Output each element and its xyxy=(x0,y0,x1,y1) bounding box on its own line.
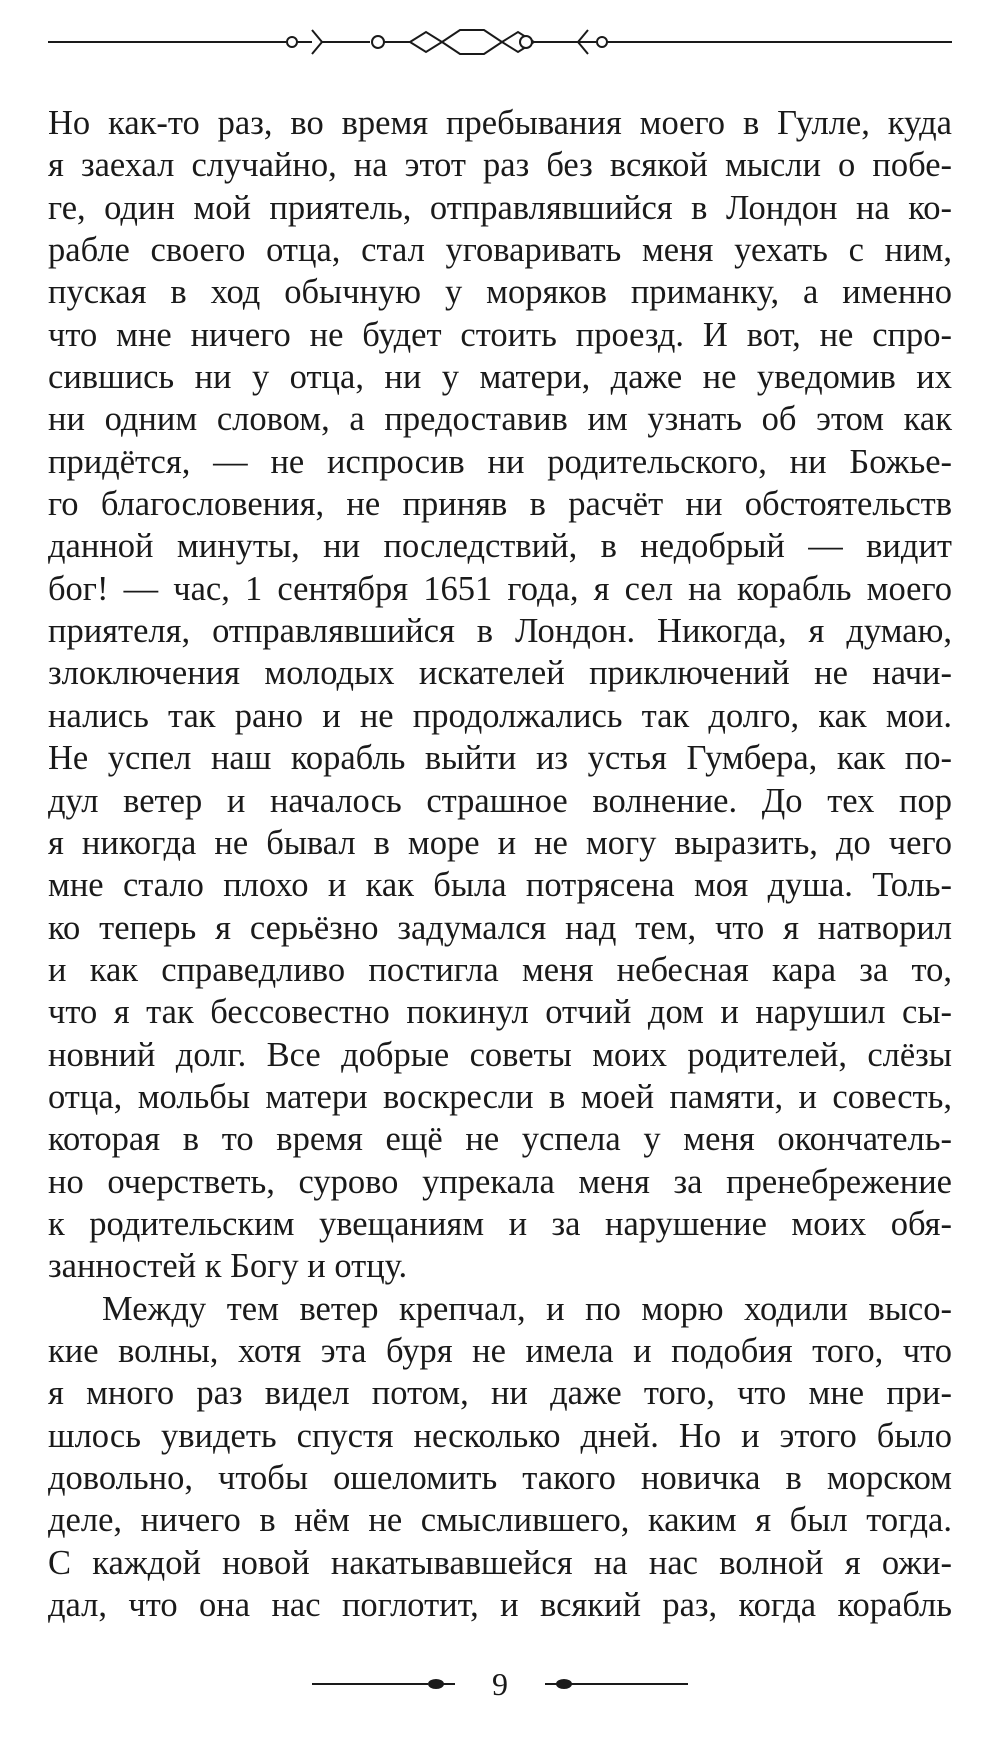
text-line: шлось увидеть спустя несколько дней. Но и этого было xyxy=(48,1416,952,1455)
text-line: нались так рано и не продолжались так долго, как мои. xyxy=(48,696,952,735)
text-line: Не успел наш корабль выйти из устья Гумбера, как по- xyxy=(48,739,952,778)
text-line: я много раз видел потом, ни даже того, что мне при- xyxy=(48,1374,952,1413)
text-line: к родительским увещаниям и за нарушение моих обя- xyxy=(48,1204,952,1243)
text-line: что я так бессовестно покинул отчий дом и нарушил сы- xyxy=(48,993,952,1032)
text-line: ко теперь я серьёзно задумался над тем, что я натворил xyxy=(48,908,952,947)
text-line: мне стало плохо и как была потрясена моя душа. Толь- xyxy=(48,866,952,905)
text-line: я заехал случайно, на этот раз без всякой мысли о побе- xyxy=(48,146,952,185)
text-line: пуская в ход обычную у моряков приманку, а именно xyxy=(48,273,952,312)
text-line: но очерстветь, сурово упрекала меня за пренебрежение xyxy=(48,1162,952,1201)
text-line: Но как-то раз, во время пребывания моего в Гулле, куда xyxy=(48,104,952,142)
page-number: 9 xyxy=(492,1666,508,1702)
text-line: бог! — час, 1 сентября 1651 года, я сел на корабль моего xyxy=(48,569,952,608)
text-line: и как справедливо постигла меня небесная кара за то, xyxy=(48,950,952,989)
text-line: го благословения, не приняв в расчёт ни обстоятельств xyxy=(48,485,952,524)
text-line: дул ветер и началось страшное волнение. До тех пор xyxy=(48,781,952,820)
top-ornament-divider xyxy=(48,22,952,62)
text-line: я никогда не бывал в море и не могу выразить, до чего xyxy=(48,823,952,862)
text-line: дал, что она нас поглотит, и всякий раз, когда корабль xyxy=(48,1586,952,1625)
text-line: что мне ничего не будет стоить проезд. И вот, не спро- xyxy=(48,315,952,354)
text-line: придётся, — не испросив ни родительского, ни Божье- xyxy=(48,442,952,481)
paragraph-2 xyxy=(48,1288,952,1627)
text-line: С каждой новой накатывавшейся на нас волной я ожи- xyxy=(48,1543,952,1582)
text-line: довольно, чтобы ошеломить такого новичка в морском xyxy=(48,1459,952,1497)
text-line: занностей к Богу и отцу. xyxy=(48,1247,408,1286)
text-line: новний долг. Все добрые советы моих родителей, слёзы xyxy=(48,1035,952,1074)
text-line: деле, ничего в нём не смыслившего, каким я был тогда. xyxy=(48,1501,952,1540)
page-footer xyxy=(0,1660,1000,1710)
text-line: злоключения молодых искателей приключений не начи- xyxy=(48,654,952,693)
text-line: сившись ни у отца, ни у матери, даже не уведомив их xyxy=(48,358,952,397)
text-line: отца, мольбы матери воскресли в моей памяти, и совесть, xyxy=(48,1077,952,1116)
text-line: приятеля, отправлявшийся в Лондон. Никогда, я думаю, xyxy=(48,612,952,651)
text-line: которая в то время ещё не успела у меня окончатель- xyxy=(48,1120,952,1159)
text-line: ни одним словом, а предоставив им узнать об этом как xyxy=(48,400,952,439)
text-line: кие волны, хотя эта буря не имела и подобия того, что xyxy=(48,1331,952,1370)
text-line: рабле своего отца, стал уговаривать меня уехать с ним, xyxy=(48,231,952,270)
text-line: Между тем ветер крепчал, и по морю ходили высо- xyxy=(102,1289,952,1328)
paragraph-1 xyxy=(48,102,952,1288)
body-text xyxy=(48,102,952,1626)
text-line: ге, один мой приятель, отправлявшийся в Лондон на ко- xyxy=(48,188,952,227)
text-line: данной минуты, ни последствий, в недобрый — видит xyxy=(48,527,952,566)
